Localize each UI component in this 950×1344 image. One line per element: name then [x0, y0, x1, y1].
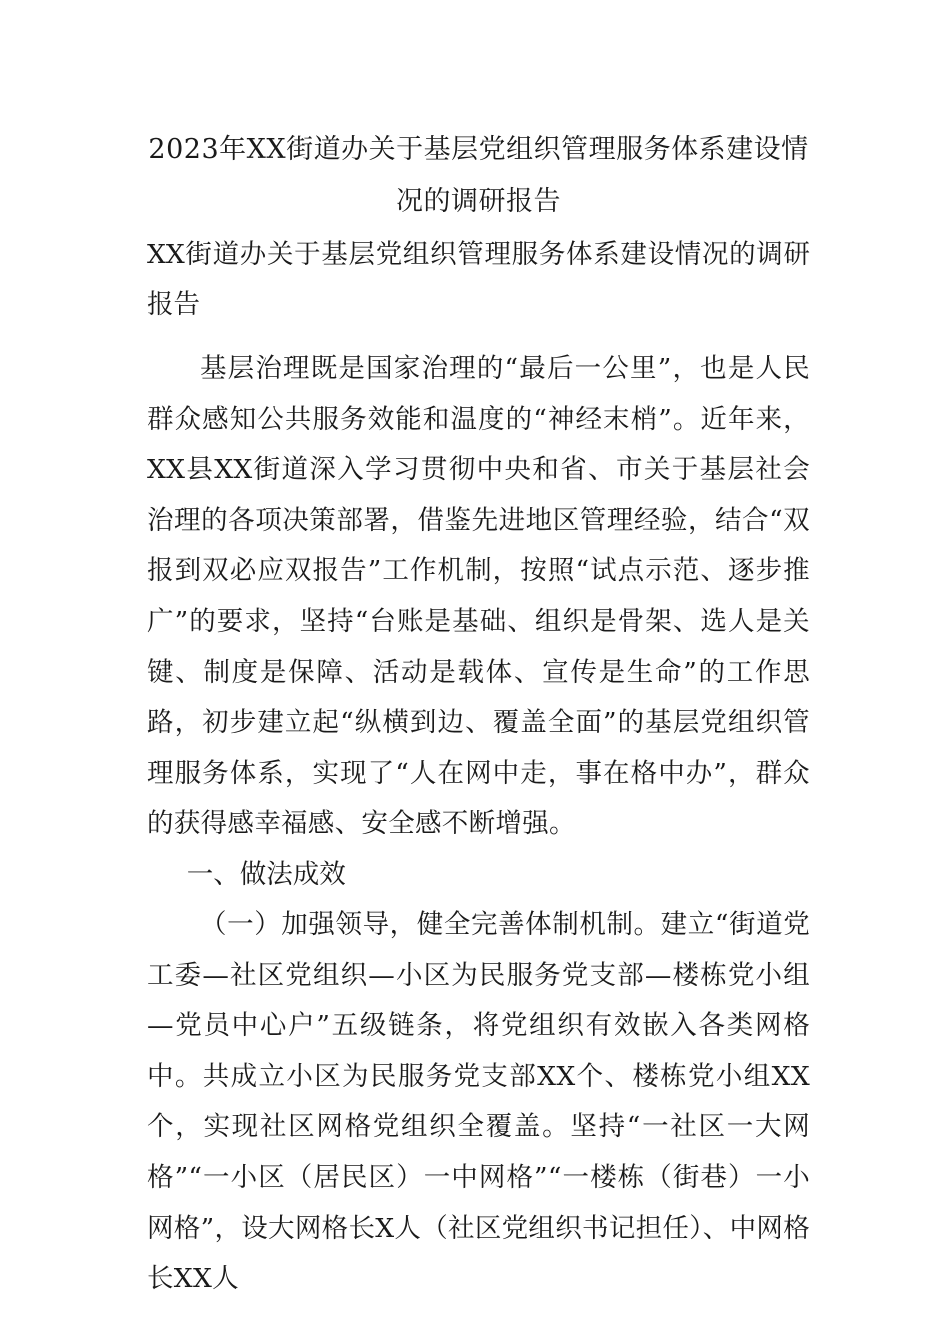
body-paragraph: （一）加强领导，健全完善体制机制。建立“街道党工委—社区党组织—小区为民服务党支部—楼栋党小组—党员中心户”五级链条，将党组织有效嵌入各类网格中。共成立小区为民服务党支部XX个、楼栋党小组XX个，实现社区网格党组织全覆盖。坚持“一社区一大网格”“一小区（居民区）一中网格”“一楼栋（街巷）一小网格”，设大网格长X人（社区党组织书记担任）、中网格长XX人 [147, 908, 810, 1295]
section-heading: 一、做法成效 [186, 858, 346, 890]
document-title: 2023年XX街道办关于基层党组织管理服务体系建设情况的调研报告 [148, 134, 809, 217]
intro-paragraph: 基层治理既是国家治理的“最后一公里”，也是人民群众感知公共服务效能和温度的“神经末梢”。近年来，XX县XX街道深入学习贯彻中央和省、市关于基层社会治理的各项决策部署，借鉴先进地区管理经验，结合“双报到双必应双报告”工作机制，按照“试点示范、逐步推广”的要求，坚持“台账是基础、组织是骨架、选人是关键、制度是保障、活动是载体、宣传是生命”的工作思路，初步建立起“纵横到边、覆盖全面”的基层党组织管理服务体系，实现了“人在网中走，事在格中办”，群众的获得感幸福感、安全感不断增强。 [147, 353, 810, 840]
document-page [147, 124, 810, 1305]
document-subtitle: XX街道办关于基层党组织管理服务体系建设情况的调研报告 [147, 239, 810, 320]
